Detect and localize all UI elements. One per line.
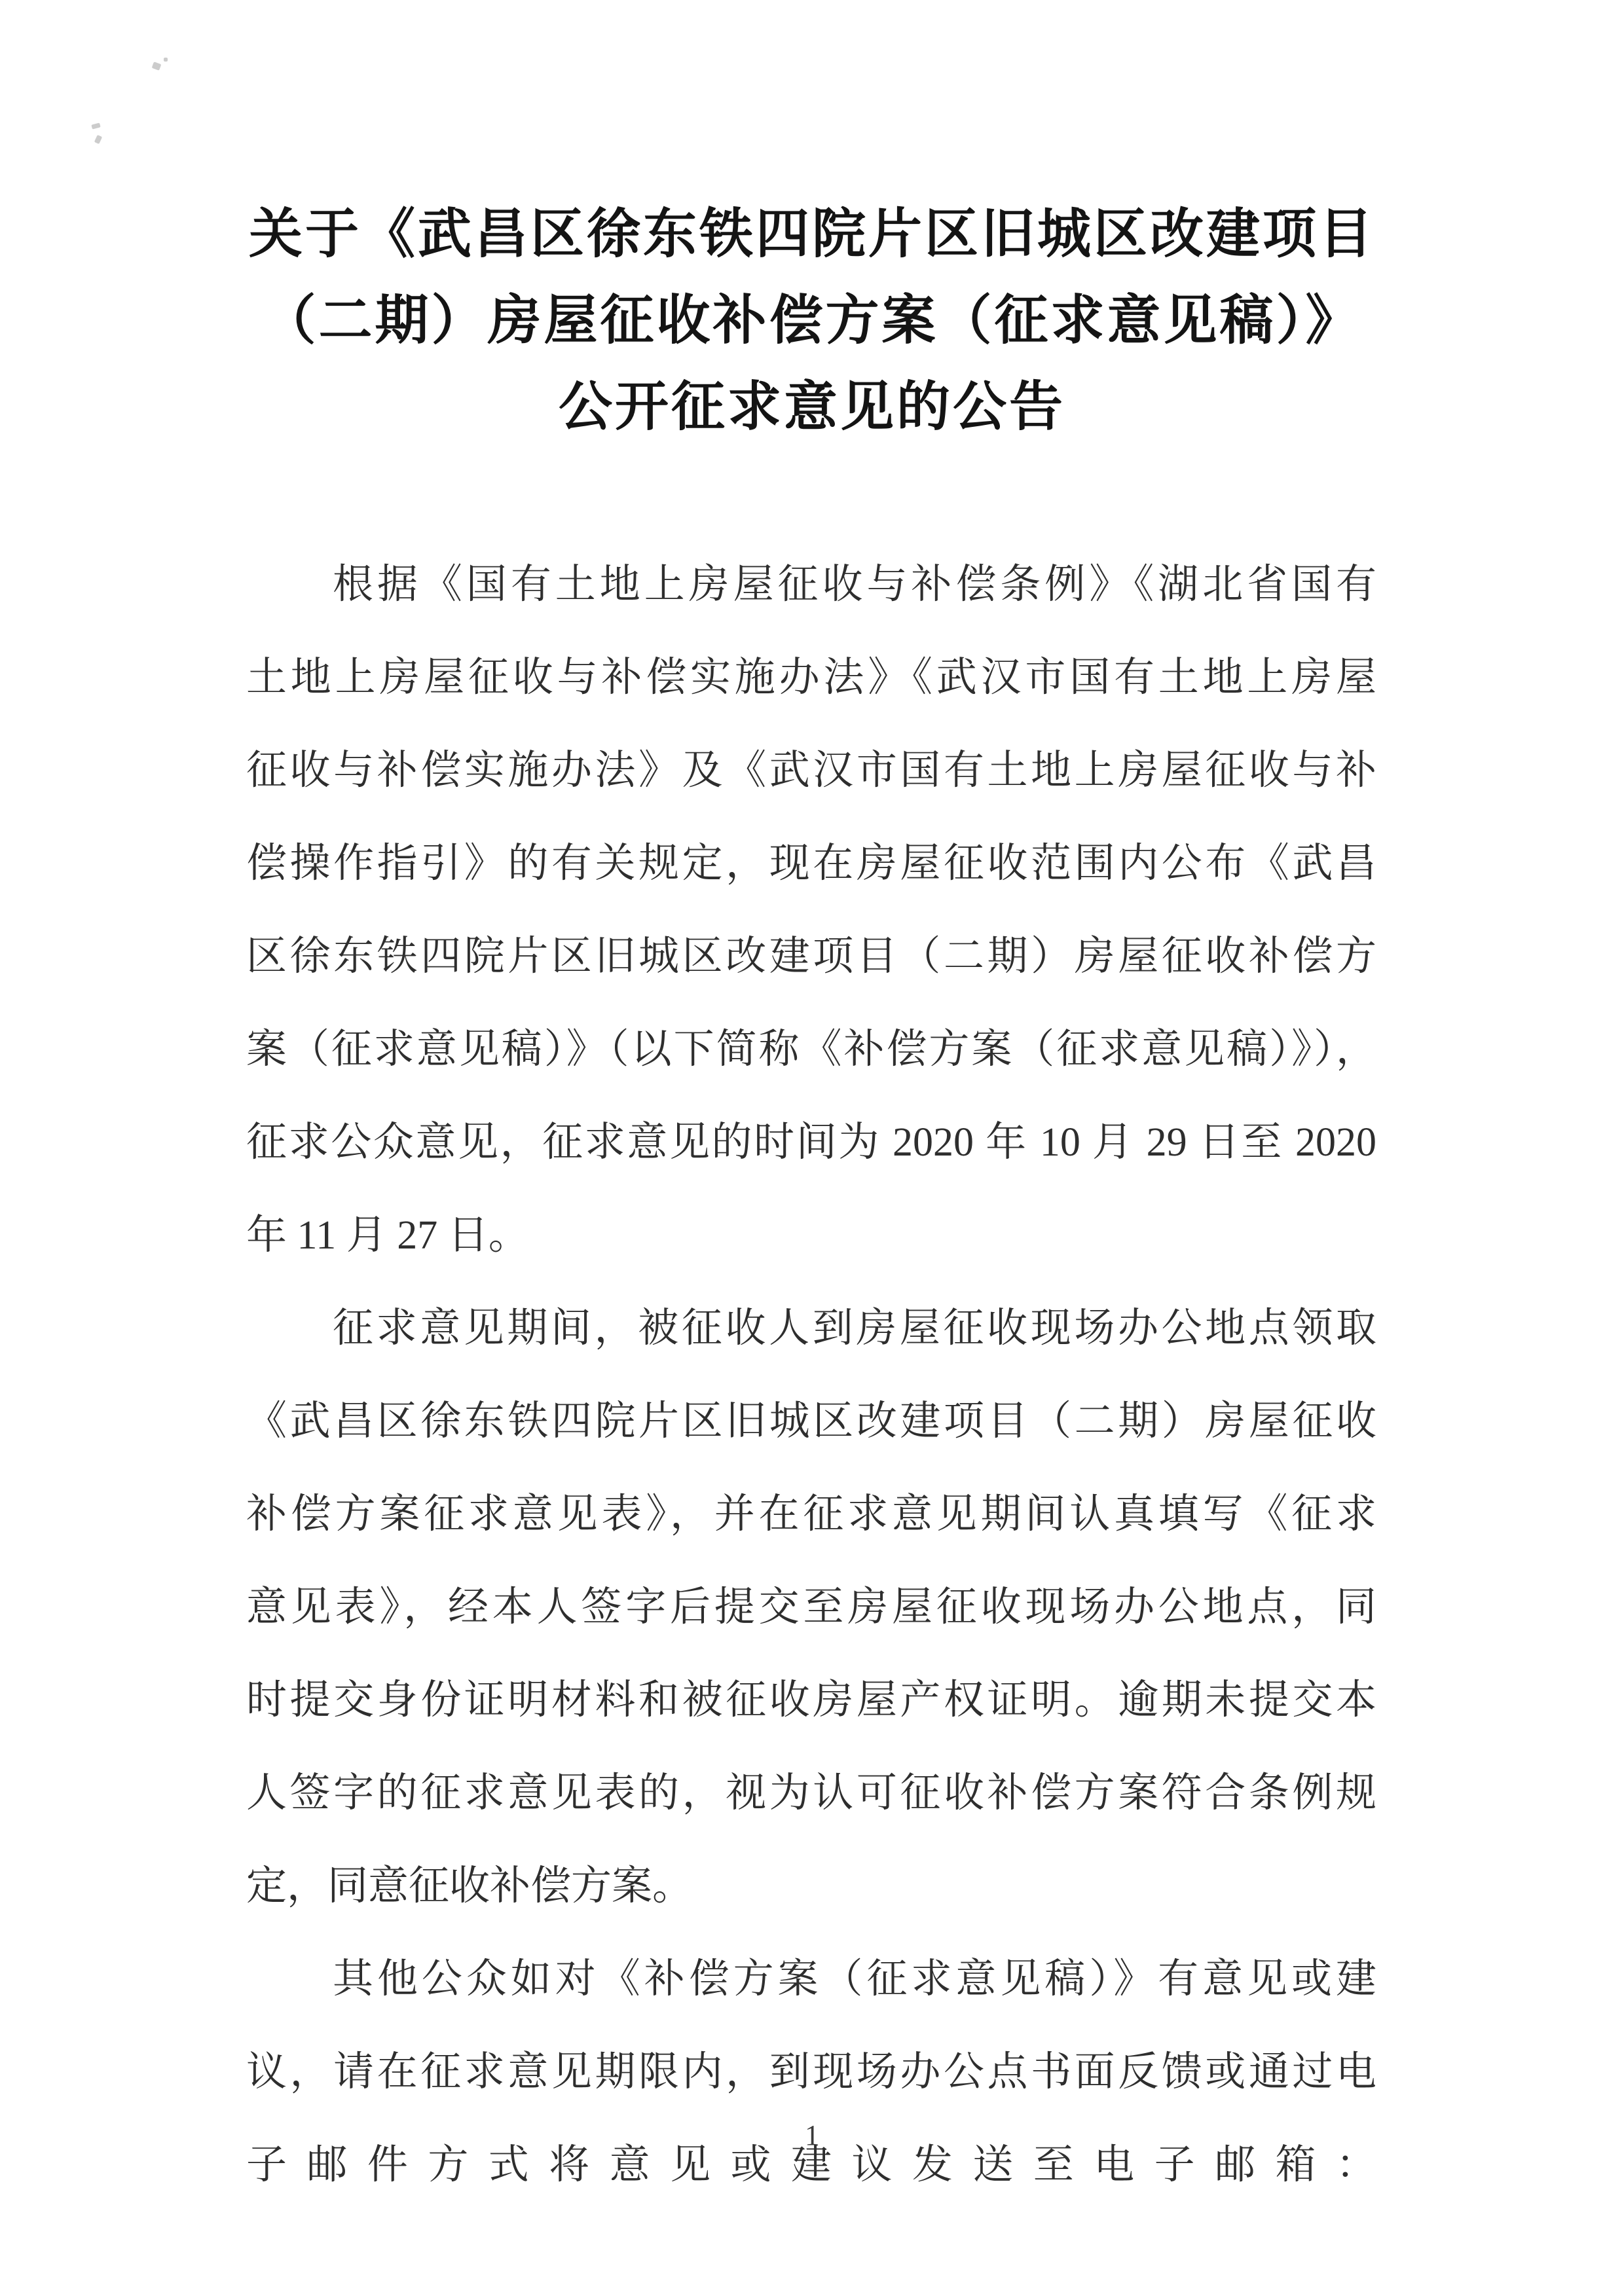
body-line: 土地上房屋征收与补偿实施办法》《武汉市国有土地上房屋 xyxy=(246,655,1376,700)
body-line: 其他公众如对《补偿方案（征求意见稿）》有意见或建 xyxy=(333,1957,1376,2001)
body-line: 偿操作指引》的有关规定，现在房屋征收范围内公布《武昌 xyxy=(246,841,1376,886)
body-line: 时提交身份证明材料和被征收房屋产权证明。逾期未提交本 xyxy=(246,1678,1376,1722)
body-line: 议，请在征求意见期限内，到现场办公点书面反馈或通过电 xyxy=(246,2050,1376,2094)
body-line: 征求公众意见，征求意见的时间为 2020 年 10 月 29 日至 2020 xyxy=(246,1120,1376,1165)
title-line: （二期）房屋征收补偿方案（征求意见稿）》 xyxy=(262,291,1362,350)
body-line: 案（征求意见稿）》（以下简称《补偿方案（征求意见稿）》）， xyxy=(246,1027,1376,1072)
title-line: 公开征求意见的公告 xyxy=(558,377,1065,437)
paragraph-basis xyxy=(246,538,1376,1282)
document-title xyxy=(0,191,1624,450)
paragraph-feedback-table xyxy=(246,1282,1376,1933)
body-line: 征收与补偿实施办法》及《武汉市国有土地上房屋征收与补 xyxy=(246,748,1376,793)
body-line: 人签字的征求意见表的，视为认可征收补偿方案符合条例规 xyxy=(246,1771,1376,1815)
page-number: 1 xyxy=(805,2119,819,2151)
body-line: 定，同意征收补偿方案。 xyxy=(246,1864,693,1908)
scan-speck xyxy=(91,122,100,129)
body-line: 补偿方案征求意见表》，并在征求意见期间认真填写《征求 xyxy=(246,1492,1376,1537)
body-line: 《武昌区徐东铁四院片区旧城区改建项目（二期）房屋征收 xyxy=(246,1399,1376,1444)
body-line: 征求意见期间，被征收人到房屋征收现场办公地点领取 xyxy=(333,1306,1376,1351)
title-line: 关于《武昌区徐东铁四院片区旧城区改建项目 xyxy=(248,204,1375,264)
scan-speck xyxy=(152,62,162,71)
body-line: 区徐东铁四院片区旧城区改建项目（二期）房屋征收补偿方 xyxy=(246,934,1376,979)
body-line: 意见表》，经本人签字后提交至房屋征收现场办公地点，同 xyxy=(246,1585,1376,1630)
body-line: 子 邮 件 方 式 将 意 见 或 建 议 发 送 至 电 子 邮 箱 ： xyxy=(246,2143,1376,2187)
body-line: 年 11 月 27 日。 xyxy=(246,1213,529,1258)
document-body xyxy=(246,538,1376,2212)
body-line: 根据《国有土地上房屋征收与补偿条例》《湖北省国有 xyxy=(333,562,1376,607)
scan-speck xyxy=(164,58,168,62)
paragraph-public-feedback xyxy=(246,1933,1376,2212)
scan-speck xyxy=(94,135,102,144)
